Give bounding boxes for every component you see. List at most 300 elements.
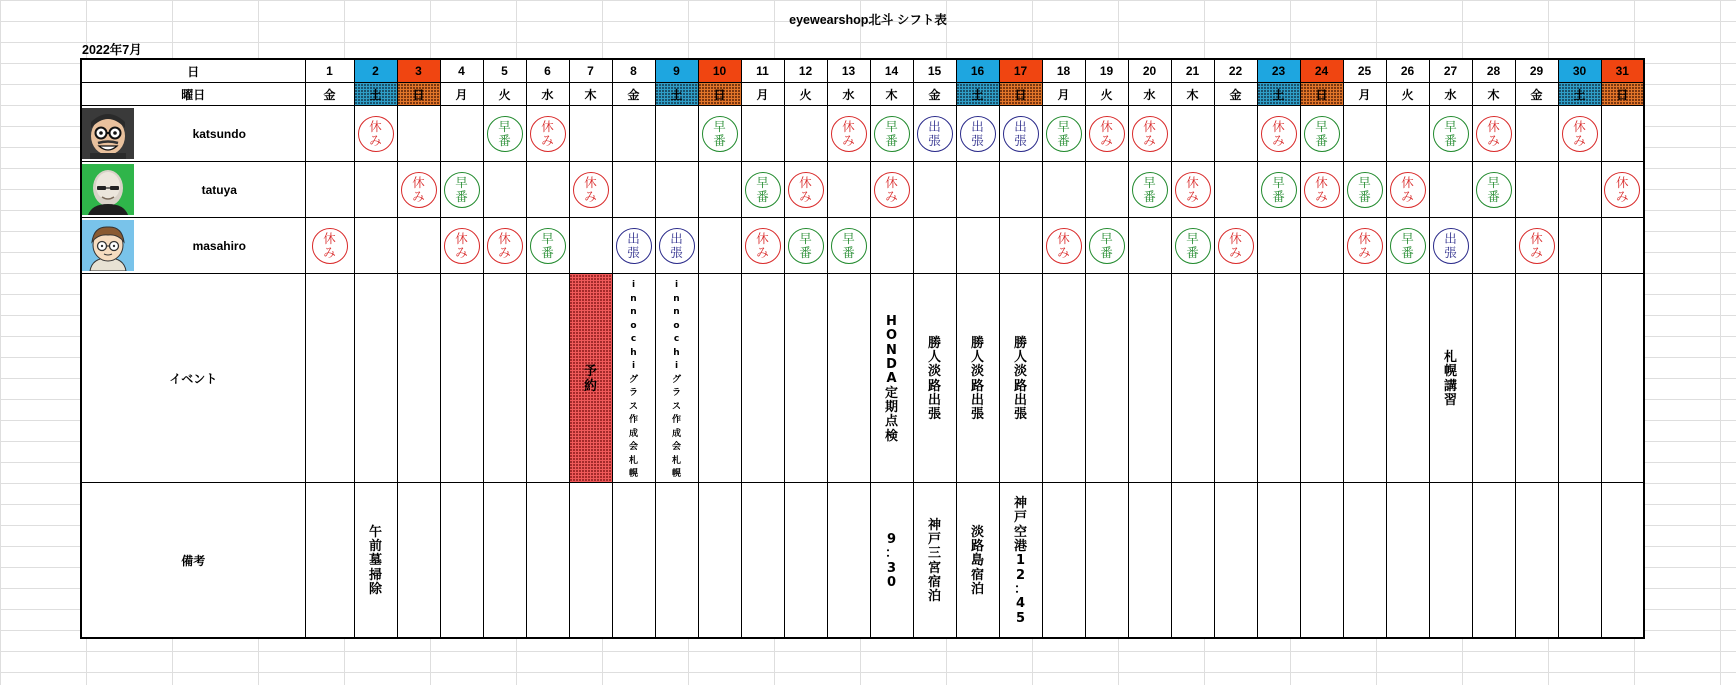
- event-cell[interactable]: [1429, 274, 1472, 483]
- shift-cell[interactable]: [1128, 218, 1171, 274]
- stamp-char: み: [1358, 244, 1371, 260]
- stamp-char: 休: [412, 174, 425, 190]
- bald-man-avatar-graphic: [82, 164, 134, 215]
- event-cell[interactable]: [305, 274, 354, 483]
- shift-cell[interactable]: [305, 218, 354, 274]
- shift-cell[interactable]: [1343, 162, 1386, 218]
- note-cell[interactable]: [698, 483, 741, 639]
- day-number-cell[interactable]: 2: [354, 59, 397, 83]
- note-cell[interactable]: [999, 483, 1042, 639]
- shift-cell[interactable]: [526, 162, 569, 218]
- stamp-char: 張: [1014, 132, 1027, 148]
- stamp-char: 張: [627, 244, 640, 260]
- shift-cell[interactable]: [305, 162, 354, 218]
- shift-cell[interactable]: [1257, 162, 1300, 218]
- notes-row: [81, 483, 1644, 639]
- vertical-glyph: 神: [927, 517, 941, 533]
- stamp-char: 早: [1272, 174, 1285, 190]
- event-cell[interactable]: [354, 274, 397, 483]
- shift-cell[interactable]: [1300, 162, 1343, 218]
- stamp-char: 休: [1229, 230, 1242, 246]
- event-cell[interactable]: [1085, 274, 1128, 483]
- note-cell[interactable]: [305, 483, 354, 639]
- day-number-cell[interactable]: 6: [526, 59, 569, 83]
- event-label[interactable]: イベント: [81, 274, 305, 483]
- weekday-label[interactable]: 曜日: [81, 83, 305, 106]
- day-number-cell[interactable]: 24: [1300, 59, 1343, 83]
- shift-cell[interactable]: [1429, 218, 1472, 274]
- weekday-cell[interactable]: 月: [440, 83, 483, 106]
- event-cell[interactable]: [827, 274, 870, 483]
- shift-cell[interactable]: [655, 218, 698, 274]
- note-cell[interactable]: [354, 483, 397, 639]
- event-cell[interactable]: [526, 274, 569, 483]
- shift-cell[interactable]: [698, 106, 741, 162]
- note-cell[interactable]: [741, 483, 784, 639]
- event-cell[interactable]: [440, 274, 483, 483]
- day-number-cell[interactable]: 19: [1085, 59, 1128, 83]
- shift-cell[interactable]: [612, 218, 655, 274]
- event-cell[interactable]: [483, 274, 526, 483]
- shift-cell[interactable]: [1128, 162, 1171, 218]
- note-cell[interactable]: [483, 483, 526, 639]
- event-cell[interactable]: [1558, 274, 1601, 483]
- event-cell[interactable]: [1472, 274, 1515, 483]
- shift-cell[interactable]: [483, 106, 526, 162]
- day-number-cell[interactable]: 28: [1472, 59, 1515, 83]
- shift-cell[interactable]: [1042, 218, 1085, 274]
- shift-cell[interactable]: [1300, 106, 1343, 162]
- shift-cell[interactable]: [741, 106, 784, 162]
- day-number-cell[interactable]: 18: [1042, 59, 1085, 83]
- day-number-cell[interactable]: 17: [999, 59, 1042, 83]
- day-number-cell[interactable]: 1: [305, 59, 354, 83]
- stamp-char: 出: [627, 230, 640, 246]
- shift-cell[interactable]: [1300, 218, 1343, 274]
- weekday-cell[interactable]: 土: [1558, 83, 1601, 106]
- stamp-char: み: [1229, 244, 1242, 260]
- day-number-cell[interactable]: 23: [1257, 59, 1300, 83]
- event-cell[interactable]: [1171, 274, 1214, 483]
- stamp-char: み: [756, 244, 769, 260]
- note-cell[interactable]: [1429, 483, 1472, 639]
- shift-cell[interactable]: [655, 106, 698, 162]
- weekday-cell[interactable]: 土: [655, 83, 698, 106]
- shift-cell[interactable]: [569, 218, 612, 274]
- weekday-cell[interactable]: 木: [870, 83, 913, 106]
- shift-cell[interactable]: [1343, 218, 1386, 274]
- note-cell[interactable]: [655, 483, 698, 639]
- stamp-char: み: [584, 188, 597, 204]
- day-number-cell[interactable]: 16: [956, 59, 999, 83]
- shift-cell[interactable]: [1343, 106, 1386, 162]
- stamp-char: 休: [1358, 230, 1371, 246]
- shift-cell[interactable]: [354, 106, 397, 162]
- vertical-glyph: 幌: [671, 469, 681, 480]
- event-cell[interactable]: [655, 274, 698, 483]
- note-cell[interactable]: [1128, 483, 1171, 639]
- event-cell[interactable]: [741, 274, 784, 483]
- vertical-glyph: 三: [927, 546, 941, 562]
- event-cell[interactable]: [1343, 274, 1386, 483]
- shift-cell[interactable]: [1558, 162, 1601, 218]
- shift-cell[interactable]: [913, 218, 956, 274]
- shift-cell[interactable]: [1558, 218, 1601, 274]
- shift-cell[interactable]: [1429, 106, 1472, 162]
- early-stamp: [831, 228, 867, 264]
- note-cell[interactable]: [1515, 483, 1558, 639]
- early-stamp: [1261, 172, 1297, 208]
- note-cell[interactable]: [1257, 483, 1300, 639]
- weekday-cell[interactable]: 火: [1386, 83, 1429, 106]
- weekday-cell[interactable]: 木: [569, 83, 612, 106]
- shift-cell[interactable]: [784, 218, 827, 274]
- weekday-cell[interactable]: 月: [1042, 83, 1085, 106]
- stamp-char: 番: [1272, 188, 1285, 204]
- day-number-cell[interactable]: 12: [784, 59, 827, 83]
- event-cell[interactable]: [956, 274, 999, 483]
- event-cell-text: [584, 365, 597, 394]
- staff-cell[interactable]: [81, 106, 305, 162]
- weekday-cell[interactable]: 土: [1257, 83, 1300, 106]
- day-number-cell[interactable]: 4: [440, 59, 483, 83]
- weekday-cell[interactable]: 金: [305, 83, 354, 106]
- shift-cell[interactable]: [956, 106, 999, 162]
- shift-cell[interactable]: [354, 162, 397, 218]
- note-cell[interactable]: [1558, 483, 1601, 639]
- shift-cell[interactable]: [999, 106, 1042, 162]
- weekday-cell[interactable]: 火: [1085, 83, 1128, 106]
- note-cell[interactable]: [956, 483, 999, 639]
- note-cell[interactable]: [612, 483, 655, 639]
- weekday-cell[interactable]: 日: [397, 83, 440, 106]
- avatar: [82, 108, 134, 159]
- stamp-char: 早: [1315, 118, 1328, 134]
- rest-stamp: [1132, 116, 1168, 152]
- stamp-char: み: [1401, 188, 1414, 204]
- shift-cell[interactable]: [440, 106, 483, 162]
- shift-cell[interactable]: [526, 218, 569, 274]
- stamp-char: 番: [799, 244, 812, 260]
- stamp-char: 休: [1100, 118, 1113, 134]
- shift-cell[interactable]: [956, 162, 999, 218]
- note-cell[interactable]: [1042, 483, 1085, 639]
- rest-stamp: [1562, 116, 1598, 152]
- shift-cell[interactable]: [870, 218, 913, 274]
- note-cell[interactable]: [827, 483, 870, 639]
- shift-cell[interactable]: [827, 218, 870, 274]
- event-cell[interactable]: [784, 274, 827, 483]
- weekday-cell[interactable]: 金: [1515, 83, 1558, 106]
- shift-cell[interactable]: [827, 162, 870, 218]
- weekday-cell[interactable]: 木: [1472, 83, 1515, 106]
- event-cell-text: [1014, 337, 1027, 423]
- early-stamp: [745, 172, 781, 208]
- weekday-cell[interactable]: 木: [1171, 83, 1214, 106]
- event-cell[interactable]: [397, 274, 440, 483]
- shift-cell[interactable]: [1472, 218, 1515, 274]
- event-cell[interactable]: [1257, 274, 1300, 483]
- shift-cell[interactable]: [397, 162, 440, 218]
- vertical-glyph: 作: [671, 415, 681, 426]
- staff-name: tatuya: [201, 182, 237, 197]
- shift-cell[interactable]: [569, 106, 612, 162]
- stamp-char: 休: [323, 230, 336, 246]
- shift-cell[interactable]: [1214, 106, 1257, 162]
- shift-cell[interactable]: [1214, 218, 1257, 274]
- day-number-cell[interactable]: 11: [741, 59, 784, 83]
- sheet-month: 2022年7月: [82, 43, 142, 57]
- day-number-cell[interactable]: 5: [483, 59, 526, 83]
- vertical-glyph: グ: [628, 374, 638, 385]
- day-number-cell[interactable]: 7: [569, 59, 612, 83]
- day-number-cell[interactable]: 14: [870, 59, 913, 83]
- trip-stamp: [1433, 228, 1469, 264]
- shift-cell[interactable]: [870, 162, 913, 218]
- trip-stamp: [960, 116, 996, 152]
- stamp-char: 張: [928, 132, 941, 148]
- rest-stamp: [1089, 116, 1125, 152]
- event-cell[interactable]: [698, 274, 741, 483]
- sheet-title: eyewearshop北斗 シフト表: [789, 13, 947, 27]
- event-cell[interactable]: [569, 274, 612, 483]
- shift-cell[interactable]: [698, 218, 741, 274]
- shift-cell[interactable]: [956, 218, 999, 274]
- staff-cell[interactable]: [81, 218, 305, 274]
- vertical-glyph: 午: [368, 524, 382, 540]
- stamp-char: み: [885, 188, 898, 204]
- early-stamp: [1089, 228, 1125, 264]
- event-cell[interactable]: [1042, 274, 1085, 483]
- stamp-char: 早: [1143, 174, 1156, 190]
- shift-cell[interactable]: [1085, 218, 1128, 274]
- shift-cell[interactable]: [741, 218, 784, 274]
- weekday-cell[interactable]: 日: [1601, 83, 1644, 106]
- weekday-cell[interactable]: 金: [1214, 83, 1257, 106]
- stamp-char: 早: [1186, 230, 1199, 246]
- note-cell[interactable]: [913, 483, 956, 639]
- shift-cell[interactable]: [1601, 106, 1644, 162]
- rest-stamp: [573, 172, 609, 208]
- day-number-cell[interactable]: 30: [1558, 59, 1601, 83]
- weekday-header-row: [81, 83, 1644, 106]
- event-cell-text: [629, 279, 638, 482]
- staff-row: [81, 106, 1644, 162]
- early-stamp: [1304, 116, 1340, 152]
- shift-cell[interactable]: [1429, 162, 1472, 218]
- shift-cell[interactable]: [870, 106, 913, 162]
- shift-cell[interactable]: [612, 106, 655, 162]
- shift-cell[interactable]: [612, 162, 655, 218]
- weekday-cell[interactable]: 日: [698, 83, 741, 106]
- weekday-cell[interactable]: 火: [784, 83, 827, 106]
- shift-cell[interactable]: [1128, 106, 1171, 162]
- shift-cell[interactable]: [440, 162, 483, 218]
- stamp-char: 休: [541, 118, 554, 134]
- stamp-char: 番: [1487, 188, 1500, 204]
- vertical-glyph: 4: [1015, 596, 1026, 612]
- event-cell[interactable]: [612, 274, 655, 483]
- shift-cell[interactable]: [1257, 106, 1300, 162]
- weekday-cell[interactable]: 水: [526, 83, 569, 106]
- shift-cell[interactable]: [1257, 218, 1300, 274]
- shift-cell[interactable]: [741, 162, 784, 218]
- day-number-cell[interactable]: 9: [655, 59, 698, 83]
- note-cell[interactable]: [526, 483, 569, 639]
- shift-cell[interactable]: [784, 162, 827, 218]
- shift-cell[interactable]: [483, 162, 526, 218]
- vertical-glyph: 路: [970, 539, 984, 555]
- day-number-cell[interactable]: 27: [1429, 59, 1472, 83]
- note-cell[interactable]: [1343, 483, 1386, 639]
- shift-cell[interactable]: [1085, 106, 1128, 162]
- rest-stamp: [874, 172, 910, 208]
- shift-cell[interactable]: [1042, 106, 1085, 162]
- shift-cell[interactable]: [1085, 162, 1128, 218]
- shift-cell[interactable]: [526, 106, 569, 162]
- shift-cell[interactable]: [305, 106, 354, 162]
- shift-cell[interactable]: [1515, 218, 1558, 274]
- note-cell[interactable]: [1085, 483, 1128, 639]
- weekday-cell[interactable]: 日: [1300, 83, 1343, 106]
- note-cell[interactable]: [1300, 483, 1343, 639]
- note-cell[interactable]: [784, 483, 827, 639]
- shift-cell[interactable]: [1171, 106, 1214, 162]
- rest-stamp: [1390, 172, 1426, 208]
- shift-cell[interactable]: [999, 162, 1042, 218]
- note-cell[interactable]: [1472, 483, 1515, 639]
- event-cell[interactable]: [1601, 274, 1644, 483]
- stamp-char: 早: [1100, 230, 1113, 246]
- shift-cell[interactable]: [569, 162, 612, 218]
- shift-table: [80, 58, 1645, 639]
- shift-cell[interactable]: [1171, 162, 1214, 218]
- note-cell[interactable]: [1214, 483, 1257, 639]
- event-cell[interactable]: [1300, 274, 1343, 483]
- day-number-cell[interactable]: 20: [1128, 59, 1171, 83]
- vertical-glyph: 札: [1443, 349, 1457, 365]
- shift-cell[interactable]: [1558, 106, 1601, 162]
- vertical-glyph: 淡: [970, 364, 984, 380]
- note-cell[interactable]: [397, 483, 440, 639]
- day-number-cell[interactable]: 13: [827, 59, 870, 83]
- stamp-char: 早: [455, 174, 468, 190]
- event-cell[interactable]: [1214, 274, 1257, 483]
- stamp-char: 休: [799, 174, 812, 190]
- shift-cell[interactable]: [827, 106, 870, 162]
- weekday-cell[interactable]: 水: [1429, 83, 1472, 106]
- day-number-cell[interactable]: 25: [1343, 59, 1386, 83]
- shift-cell[interactable]: [397, 218, 440, 274]
- day-number-cell[interactable]: 8: [612, 59, 655, 83]
- day-number-cell[interactable]: 15: [913, 59, 956, 83]
- shift-cell[interactable]: [1214, 162, 1257, 218]
- day-number-cell[interactable]: 29: [1515, 59, 1558, 83]
- event-cell[interactable]: [913, 274, 956, 483]
- shift-cell[interactable]: [999, 218, 1042, 274]
- stamp-char: み: [1615, 188, 1629, 204]
- day-number-cell[interactable]: 10: [698, 59, 741, 83]
- weekday-cell[interactable]: 土: [956, 83, 999, 106]
- shift-cell[interactable]: [1386, 218, 1429, 274]
- vertical-glyph: i: [631, 361, 636, 372]
- event-cell[interactable]: [999, 274, 1042, 483]
- vertical-glyph: ラ: [628, 388, 638, 399]
- event-cell[interactable]: [870, 274, 913, 483]
- weekday-cell[interactable]: 水: [827, 83, 870, 106]
- weekday-cell[interactable]: 火: [483, 83, 526, 106]
- early-stamp: [1175, 228, 1211, 264]
- weekday-cell[interactable]: 土: [354, 83, 397, 106]
- rest-stamp: [1304, 172, 1340, 208]
- shift-cell[interactable]: [1472, 162, 1515, 218]
- weekday-cell[interactable]: 金: [913, 83, 956, 106]
- rest-stamp: [1476, 116, 1512, 152]
- vertical-glyph: ：: [1013, 581, 1027, 597]
- note-cell[interactable]: [1386, 483, 1429, 639]
- shift-cell[interactable]: [1472, 106, 1515, 162]
- shift-cell[interactable]: [1515, 162, 1558, 218]
- shift-cell[interactable]: [1386, 162, 1429, 218]
- shift-cell[interactable]: [1171, 218, 1214, 274]
- event-cell[interactable]: [1128, 274, 1171, 483]
- early-stamp: [788, 228, 824, 264]
- note-cell[interactable]: [870, 483, 913, 639]
- event-cell[interactable]: [1515, 274, 1558, 483]
- day-number-cell[interactable]: 31: [1601, 59, 1644, 83]
- shift-cell[interactable]: [1386, 106, 1429, 162]
- shift-cell[interactable]: [1601, 218, 1644, 274]
- weekday-cell[interactable]: 日: [999, 83, 1042, 106]
- day-number-cell[interactable]: 22: [1214, 59, 1257, 83]
- notes-label[interactable]: 備考: [81, 483, 305, 639]
- shift-cell[interactable]: [784, 106, 827, 162]
- day-number-cell[interactable]: 3: [397, 59, 440, 83]
- shift-cell[interactable]: [1515, 106, 1558, 162]
- stamp-char: 休: [1573, 118, 1586, 134]
- shift-cell[interactable]: [655, 162, 698, 218]
- note-cell[interactable]: [1601, 483, 1644, 639]
- vertical-glyph: 3: [886, 560, 897, 576]
- event-cell[interactable]: [1386, 274, 1429, 483]
- shift-cell[interactable]: [483, 218, 526, 274]
- day-label[interactable]: 日: [81, 59, 305, 83]
- shift-cell[interactable]: [440, 218, 483, 274]
- note-cell[interactable]: [440, 483, 483, 639]
- shift-cell[interactable]: [698, 162, 741, 218]
- weekday-cell[interactable]: 金: [612, 83, 655, 106]
- weekday-cell[interactable]: 水: [1128, 83, 1171, 106]
- shift-cell[interactable]: [354, 218, 397, 274]
- shift-cell[interactable]: [913, 162, 956, 218]
- stamp-char: 番: [842, 244, 855, 260]
- note-cell[interactable]: [569, 483, 612, 639]
- vertical-glyph: ス: [628, 401, 638, 412]
- day-number-cell[interactable]: 26: [1386, 59, 1429, 83]
- shift-cell[interactable]: [397, 106, 440, 162]
- shift-cell[interactable]: [1042, 162, 1085, 218]
- day-number-cell[interactable]: 21: [1171, 59, 1214, 83]
- vertical-glyph: 幌: [1443, 364, 1457, 380]
- weekday-cell[interactable]: 月: [741, 83, 784, 106]
- staff-cell[interactable]: [81, 162, 305, 218]
- note-cell[interactable]: [1171, 483, 1214, 639]
- event-cell-text: [1444, 351, 1457, 408]
- shift-cell[interactable]: [1601, 162, 1644, 218]
- stamp-char: み: [369, 132, 382, 148]
- weekday-cell[interactable]: 月: [1343, 83, 1386, 106]
- shift-cell[interactable]: [913, 106, 956, 162]
